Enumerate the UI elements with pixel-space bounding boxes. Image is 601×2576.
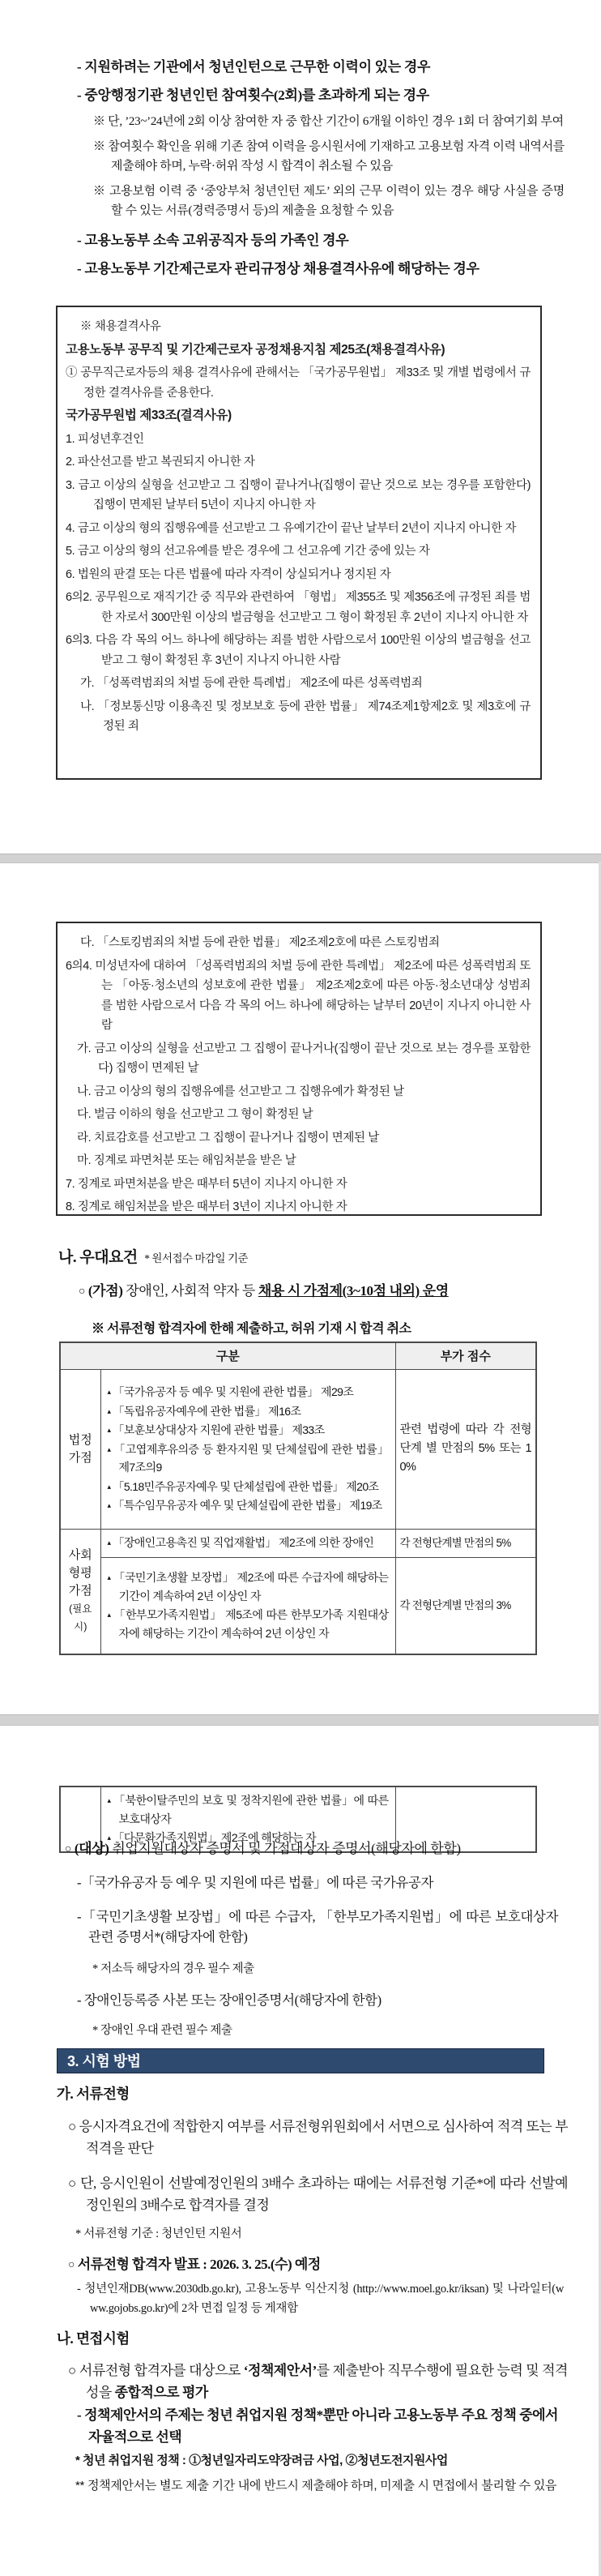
disabled-item-cell bbox=[100, 1529, 395, 1557]
triangle-bullet-icon: ▴ bbox=[107, 1482, 111, 1491]
table-item: ▴ 「5.18민주유공자예우 및 단체설립에 관한 법률」 제20조 bbox=[107, 1479, 379, 1493]
law-subitem: 다. 벌금 이하의 형을 선고받고 그 형이 확정된 날 bbox=[77, 1108, 313, 1121]
screening-result-date: ○ 서류전형 합격자 발표 : 2026. 3. 25.(수) 예정 bbox=[68, 2257, 321, 2272]
docs-star-note: * 장애인 우대 관련 필수 제출 bbox=[92, 2024, 232, 2037]
exclusion-item: - 중앙행정기관 청년인턴 참여횟수(2회)를 초과하게 되는 경우 bbox=[77, 88, 429, 103]
table-header-score: 부가 점수 bbox=[395, 1342, 536, 1369]
box-title: ※ 채용결격사유 bbox=[80, 320, 161, 333]
triangle-bullet-icon: ▴ bbox=[107, 1406, 111, 1415]
dash-marker: - bbox=[77, 88, 82, 103]
table-item: ▴ 「국민기초생활 보장법」 제2조에 따른 수급자에 해당하는 기간이 계속하여 2년 이상인 자 bbox=[107, 1571, 389, 1603]
doc-screening-head: 가. 서류전형 bbox=[57, 2086, 130, 2102]
law-subitem: 다. 「스토킹범죄의 처벌 등에 관한 법률」 제2조제2호에 따른 스토킹범죄 bbox=[80, 936, 440, 949]
law-item: 1. 피성년후견인 bbox=[66, 432, 144, 446]
interview-item: ○ 서류전형 합격자를 대상으로 ‘정책제안서’를 제출받아 직무수행에 필요한 능력 및 적격성을 종합적으로 평가 bbox=[68, 2363, 568, 2400]
legal-bonus-items bbox=[100, 1369, 395, 1529]
law-subitem: 나. 금고 이상의 형의 집행유예를 선고받고 그 집행유예가 확정된 날 bbox=[77, 1085, 404, 1098]
law-subitem: 라. 치료감호를 선고받고 그 집행이 끝나거나 집행이 면제된 날 bbox=[77, 1131, 379, 1145]
exclusion-item: - 고용노동부 기간제근로자 관리규정상 채용결격사유에 해당하는 경우 bbox=[77, 261, 480, 276]
law-item: 4. 금고 이상의 형의 집행유예를 선고받고 그 유예기간이 끝난 날부터 2년이 지나지 아니한 자 bbox=[66, 521, 516, 535]
section3-title: 3. 시험 방법 bbox=[67, 2053, 141, 2069]
low-income-score: 각 전형단계별 만점의 3% bbox=[395, 1557, 536, 1654]
triangle-bullet-icon: ▴ bbox=[107, 1796, 111, 1804]
law-item: 6의4. 미성년자에 대하여 「성폭력범죄의 처벌 등에 관한 특례법」 제2조에 따른 성폭력범죄 또는 「아동·청소년의 성보호에 관한 법률」 제2조제2호에 따른 아동·청소년대상 성범죄를 범한 사람으로서 다음 각 목의 어느 하나에 해당하는 날부터 20년이 지나지 아니한 사람 bbox=[66, 959, 531, 1032]
law-subitem: 나. 「정보통신망 이용촉진 및 정보보호 등에 관한 법률」 제74조제1항제2호 및 제3호에 규정된 죄 bbox=[80, 700, 531, 733]
section3-band bbox=[57, 2048, 544, 2073]
table-item: ▴ 「보훈보상대상자 지원에 관한 법률」 제33조 bbox=[107, 1423, 325, 1437]
law-item: 6의2. 공무원으로 재직기간 중 직무와 관련하여 「형법」 제355조 및 제356조에 규정된 죄를 범한 자로서 300만원 이상의 벌금형을 선고받고 그 형이 확정된 후 2년이 지나지 아니한 자 bbox=[66, 591, 531, 624]
law-item: 6의3. 다음 각 목의 어느 하나에 해당하는 죄를 범한 사람으로서 100만원 이상의 벌금형을 선고받고 그 형이 확정된 후 3년이 지나지 아니한 사람 bbox=[66, 634, 531, 667]
triangle-bullet-icon: ▴ bbox=[107, 1501, 111, 1510]
triangle-bullet-icon: ▴ bbox=[107, 1611, 111, 1620]
screening-criteria-note: * 서류전형 기준 : 청년인턴 지원서 bbox=[75, 2227, 242, 2240]
law-title: 국가공무원법 제33조(결격사유) bbox=[66, 409, 232, 422]
table-item: ▴ 「북한이탈주민의 보호 및 정착지원에 관한 법률」에 따른 보호대상자 bbox=[107, 1794, 389, 1825]
table-header-category: 구분 bbox=[60, 1342, 395, 1369]
social-equity-label: 사회 형평 가점 (필요시) bbox=[60, 1529, 100, 1654]
table-item: ▴ 「특수임무유공자 예우 및 단체설립에 관한 법률」 제19조 bbox=[107, 1499, 382, 1513]
dash-marker: - bbox=[77, 261, 82, 276]
triangle-bullet-icon: ▴ bbox=[107, 1834, 111, 1842]
announcement-sites: - 청년인재DB(www.2030db.go.kr), 고용노동부 익산지청 (http://www.moel.go.kr/iksan) 및 나라일터(www.gojobs.go.kr)에 2차 면접 일정 등 게재함 bbox=[77, 2283, 564, 2315]
law-subitem: 가. 「성폭력범죄의 처벌 등에 관한 특례법」 제2조에 따른 성폭력범죄 bbox=[80, 677, 423, 690]
exclusion-note: ※ 고용보험 이력 중 ‘중앙부처 청년인턴 제도’ 외의 근무 이력이 있는 경우 해당 사실을 증명할 수 있는 서류(경력증명서 등)의 제출을 요청할 수 있음 bbox=[93, 185, 565, 217]
triangle-bullet-icon: ▴ bbox=[107, 1388, 111, 1397]
underlined-text: 채용 시 가점제(3~10점 내외) 운영 bbox=[258, 1283, 449, 1299]
triangle-bullet-icon: ▴ bbox=[107, 1538, 111, 1547]
law-item: 5. 금고 이상의 형의 선고유예를 받은 경우에 그 선고유예 기간 중에 있는 자 bbox=[66, 545, 430, 558]
docs-dash-item: -「국민기초생활 보장법」에 따른 수급자, 「한부모가족지원법」에 따른 보호대상자 관련 증명서*(해당자에 한함) bbox=[77, 1909, 558, 1945]
docs-dash-item: - 장애인등록증 사본 또는 장애인증명서(해당자에 한함) bbox=[77, 1992, 381, 2008]
page-break-2 bbox=[0, 1714, 601, 1726]
triangle-bullet-icon: ▴ bbox=[107, 1444, 111, 1453]
preference-heading: 나. 우대요건 * 원서접수 마감일 기준 bbox=[58, 1249, 249, 1266]
exclusion-item: - 고용노동부 소속 고위공직자 등의 가족인 경우 bbox=[77, 233, 349, 248]
docs-dash-item: -「국가유공자 등 예우 및 지원에 따른 법률」에 따른 국가유공자 bbox=[77, 1875, 434, 1890]
legal-bonus-label: 법정 가점 bbox=[60, 1369, 100, 1529]
screening-item: ○ 단, 응시인원이 선발예정인원의 3배수 초과하는 때에는 서류전형 기준*에 따라 선발예정인원의 3배수로 합격자를 결정 bbox=[68, 2176, 568, 2213]
law-item: 8. 징계로 해임처분을 받은 때부터 3년이 지나지 아니한 자 bbox=[66, 1200, 347, 1213]
low-income-items bbox=[100, 1557, 395, 1654]
legal-bonus-score: 관련 법령에 따라 각 전형 단계 별 만점의 5% 또는 10% bbox=[395, 1369, 536, 1529]
eligibility-exclusions bbox=[77, 57, 565, 280]
circle-marker: ○ bbox=[68, 2259, 75, 2271]
table-item: ▴ 「고엽제후유의증 등 환자지원 및 단체설립에 관한 법률」 제7조의9 bbox=[107, 1442, 389, 1474]
law-item: 7. 징계로 파면처분을 받은 때부터 5년이 지나지 아니한 자 bbox=[66, 1177, 347, 1191]
bonus-points-table bbox=[59, 1341, 537, 1655]
interview-head: 나. 면접시험 bbox=[57, 2330, 130, 2347]
disqualification-box-continued bbox=[56, 922, 542, 1216]
docs-star-note: * 저소득 해당자의 경우 필수 제출 bbox=[92, 1962, 254, 1975]
circle-marker: ○ bbox=[79, 1286, 86, 1298]
law-subitem: 마. 징계로 파면처분 또는 해임처분을 받은 날 bbox=[77, 1154, 296, 1167]
law-item: 6. 법원의 판결 또는 다른 법률에 따라 자격이 상실되거나 정지된 자 bbox=[66, 567, 391, 581]
dash-marker: - bbox=[77, 233, 82, 248]
circle-marker: ○ bbox=[65, 1843, 72, 1855]
law-body: ① 공무직근로자등의 채용 결격사유에 관해서는 「국가공무원법」 제33조 및 개별 법령에서 규정한 결격사유를 준용한다. bbox=[66, 366, 531, 400]
disabled-score: 각 전형단계별 만점의 5% bbox=[395, 1529, 536, 1557]
docs-head: ○ (대상) 취업지원대상자 증명서 및 가점대상자 증명서(해당자에 한함) bbox=[65, 1841, 461, 1856]
preference-heading-note: * 원서접수 마감일 기준 bbox=[144, 1252, 249, 1264]
table-item: ▴ 「국가유공자 등 예우 및 지원에 관한 법률」 제29조 bbox=[107, 1385, 354, 1399]
table-item: ▴ 「장애인고용촉진 및 직업재활법」 제2조에 의한 장애인 bbox=[107, 1536, 374, 1550]
exclusion-note: ※ 단, ’23~’24년에 2회 이상 참여한 자 중 합산 기간이 6개월 이하인 경우 1회 더 참여기회 부여 bbox=[93, 115, 564, 128]
page-break-1 bbox=[0, 854, 601, 863]
exclusion-note: ※ 참여횟수 확인을 위해 기존 참여 이력을 응시원서에 기재하고 고용보험 자격 이력 내역서를 제출해야 하며, 누락·허위 작성 시 합격이 취소될 수 있음 bbox=[93, 140, 565, 173]
proposal-topic-line: - 정책제안서의 주제는 청년 취업지원 정책*뿐만 아니라 고용노동부 주요 정책 중에서 자율적으로 선택 bbox=[77, 2407, 558, 2445]
exclusion-item: - 지원하려는 기관에서 청년인턴으로 근무한 이력이 있는 경우 bbox=[77, 59, 431, 75]
submit-warning-note: ※ 서류전형 합격자에 한해 제출하고, 허위 기재 시 합격 취소 bbox=[92, 1322, 411, 1336]
table-item: ▴ 「독립유공자예우에 관한 법률」 제16조 bbox=[107, 1404, 301, 1418]
bonus-point-line: ○ (가점) 장애인, 사회적 약자 등 채용 시 가점제(3~10점 내외) 운영 bbox=[79, 1283, 449, 1299]
law-title: 고용노동부 공무직 및 기간제근로자 공정채용지침 제25조(채용결격사유) bbox=[66, 342, 445, 357]
youth-policy-note: * 청년 취업지원 정책 : ①청년일자리도약장려금 사업, ②청년도전지원사업 bbox=[75, 2454, 448, 2467]
law-item: 3. 금고 이상의 실형을 선고받고 그 집행이 끝나거나(집행이 끝난 것으로 보는 경우를 포함한다) 집행이 면제된 날부터 5년이 지나지 아니한 자 bbox=[66, 478, 531, 511]
triangle-bullet-icon: ▴ bbox=[107, 1573, 111, 1582]
screening-item: ○ 응시자격요건에 적합한지 여부를 서류전형위원회에서 서면으로 심사하여 적격 또는 부적격을 판단 bbox=[68, 2119, 568, 2156]
law-item: 2. 파산선고를 받고 복권되지 아니한 자 bbox=[66, 456, 255, 469]
disqualification-box bbox=[56, 306, 542, 780]
table-item: ▴ 「다문화가족지원법」 제2조에 해당하는 자 bbox=[107, 1831, 317, 1844]
law-subitem: 가. 금고 이상의 실형을 선고받고 그 집행이 끝나거나(집행이 끝난 것으로 보는 경우를 포함한다) 집행이 면제된 날 bbox=[77, 1042, 531, 1075]
table-item: ▴ 「한부모가족지원법」 제5조에 따른 한부모가족 지원대상자에 해당하는 기간이 계속하여 2년 이상인 자 bbox=[107, 1608, 389, 1640]
triangle-bullet-icon: ▴ bbox=[107, 1426, 111, 1435]
proposal-submit-note: ** 정책제안서는 별도 제출 기간 내에 반드시 제출해야 하며, 미제출 시 면접에서 불리할 수 있음 bbox=[75, 2479, 557, 2493]
dash-marker: - bbox=[77, 59, 82, 75]
